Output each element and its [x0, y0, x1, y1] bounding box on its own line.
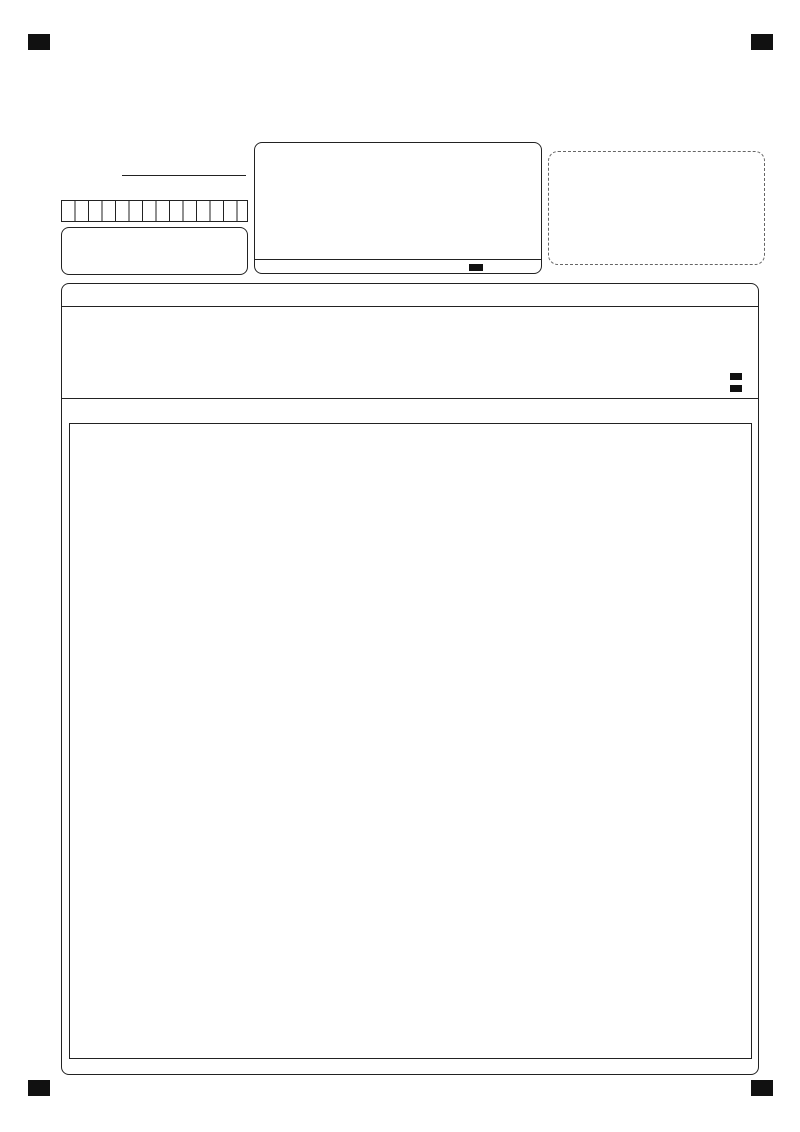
- corner-marker: [751, 1080, 773, 1096]
- barcode-area: [548, 151, 765, 265]
- timing-mark: [730, 373, 742, 380]
- corner-marker: [751, 34, 773, 50]
- corner-marker: [28, 1080, 50, 1096]
- answer-area-16[interactable]: [69, 423, 752, 1059]
- correct-fill-sample: [469, 264, 483, 271]
- name-field[interactable]: [122, 175, 246, 176]
- exam-id-boxes[interactable]: [61, 200, 248, 222]
- notes-box: [254, 142, 542, 274]
- absent-sticker-area: [61, 227, 248, 275]
- timing-mark: [730, 385, 742, 392]
- corner-marker: [28, 34, 50, 50]
